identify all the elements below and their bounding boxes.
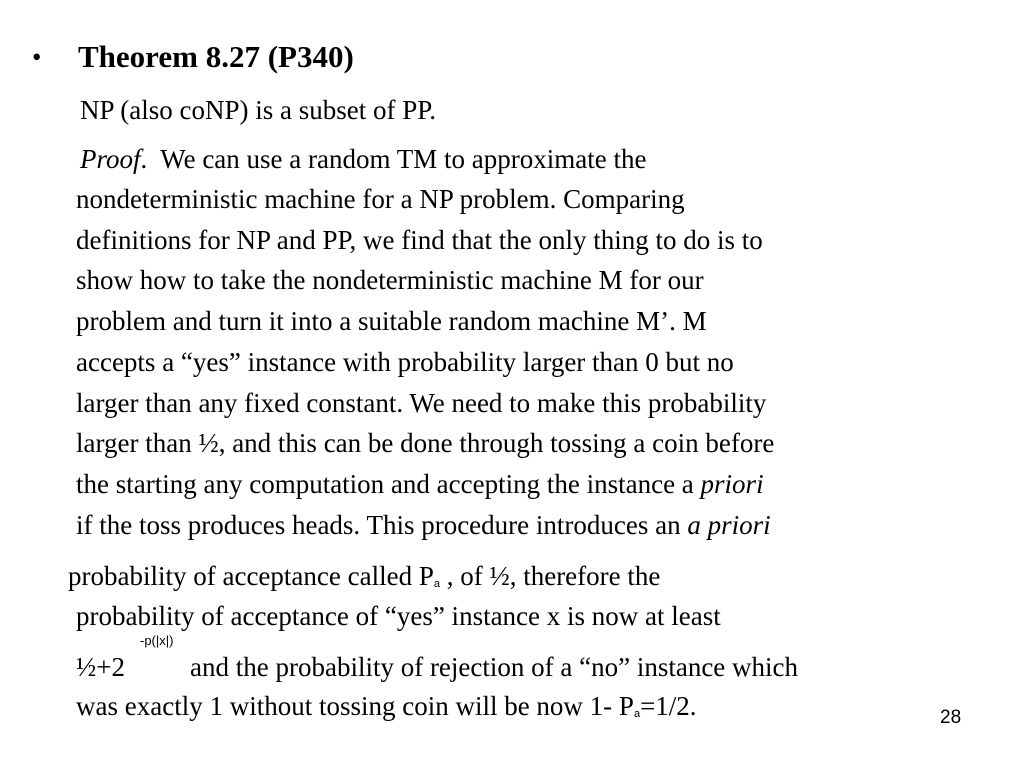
- exponent-label: -p(|x|): [140, 633, 174, 648]
- final-line: [76, 690, 697, 728]
- final-p-subscript-a: a: [633, 708, 641, 720]
- proof-first-line: [80, 143, 646, 175]
- proof-line: larger than ½, and this can be done through tossing a coin before: [76, 428, 775, 458]
- priori-italic: priori: [700, 469, 764, 499]
- proof-line: definitions for NP and PP, we find that the only thing to do is to: [76, 225, 763, 255]
- proof-label-period: .: [140, 144, 148, 174]
- proof-label: Proof: [80, 144, 141, 174]
- proof-line: accepts a “yes” instance with probability larger than 0 but no: [76, 347, 734, 377]
- rejection-line: and the probability of rejection of a “no” instance which: [190, 652, 799, 682]
- acceptance-line: [68, 560, 660, 598]
- proof-line: show how to take the nondeterministic machine M for our: [76, 265, 704, 295]
- page-number: 28: [940, 707, 962, 728]
- acceptance-line-suffix: , of ½, therefore the: [439, 561, 661, 591]
- bullet-marker: •: [32, 42, 42, 72]
- half-plus-two: ½+2: [76, 652, 125, 682]
- proof-line: nondeterministic machine for a NP problem. Comparing: [76, 184, 685, 214]
- proof-line: problem and turn it into a suitable random machine M’. M: [76, 306, 707, 336]
- acceptance-line-prefix: probability of acceptance called P: [68, 561, 434, 591]
- proof-line-apriori-text: if the toss produces heads. This procedure introduces an: [76, 510, 688, 540]
- p-subscript-a: a: [433, 578, 440, 590]
- proof-first-line-text: We can use a random TM to approximate the: [147, 144, 647, 174]
- proof-line-priori-text: the starting any computation and accepting the instance a: [76, 469, 701, 499]
- final-line-suffix: =1/2.: [640, 691, 697, 721]
- final-line-prefix: was exactly 1 without tossing coin will be now 1- P: [76, 691, 634, 721]
- theorem-statement: NP (also coNP) is a subset of PP.: [80, 95, 437, 125]
- probability-line: probability of acceptance of “yes” instance x is now at least: [76, 601, 721, 631]
- proof-line-priori: [76, 468, 764, 500]
- apriori-italic: a priori: [687, 510, 771, 540]
- theorem-heading: Theorem 8.27 (P340): [78, 39, 354, 74]
- proof-line-apriori: [76, 509, 771, 541]
- proof-line: larger than any fixed constant. We need to make this probability: [76, 388, 767, 418]
